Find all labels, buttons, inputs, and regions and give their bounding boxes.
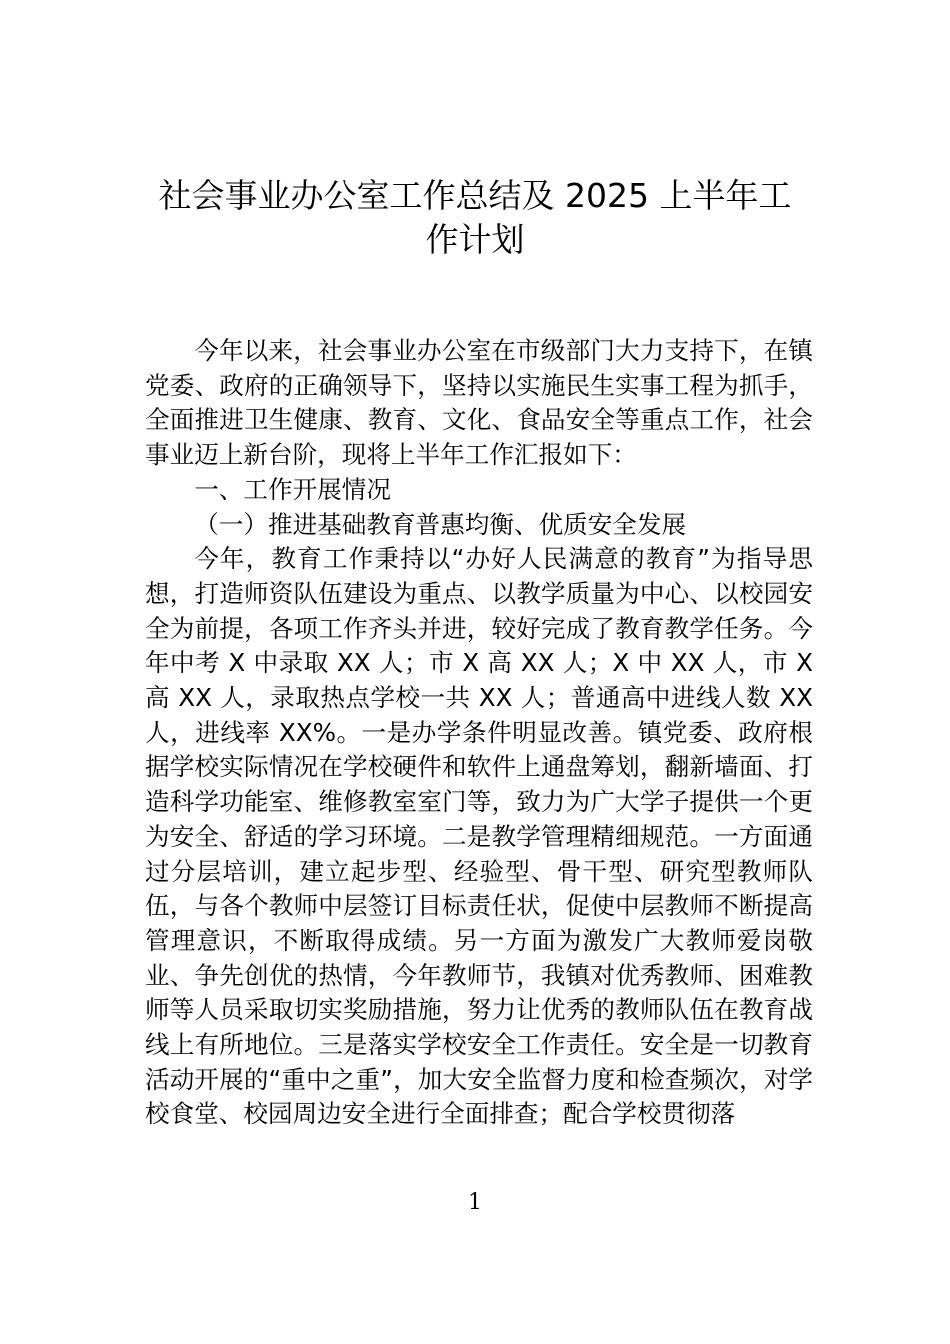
page-number: 1	[468, 1190, 482, 1215]
document-body	[145, 334, 813, 1132]
intro-paragraph: 今年以来，社会事业办公室在市级部门大力支持下，在镇党委、政府的正确领导下，坚持以实施民生实事工程为抓手，全面推进卫生健康、教育、文化、食品安全等重点工作，社会事业迈上新台阶，现将上半年工作汇报如下：	[145, 336, 813, 470]
subsection-heading: （一）推进基础教育普惠均衡、优质安全发展	[194, 509, 687, 539]
section-heading: 一、工作开展情况	[194, 474, 391, 504]
education-paragraph: 今年，教育工作秉持以“办好人民满意的教育”为指导思想，打造师资队伍建设为重点、以教学质量为中心、以校园安全为前提，各项工作齐头并进，较好完成了教育教学任务。今年中考 X 中录取 XX 人；市 X 高 XX 人；X 中 XX 人，市 X 高 XX 人，录取热点学校一共 XX 人；普通高中进线人数 XX 人，进线率 XX%。一是办学条件明显改善。镇党委、政府根据学校实际情况在学校硬件和软件上通盘筹划，翻新墙面、打造科学功能室、维修教室室门等，致力为广大学子提供一个更为安全、舒适的学习环境。二是教学管理精细规范。一方面通过分层培训，建立起步型、经验型、骨干型、研究型教师队伍，与各个教师中层签订目标责任状，促使中层教师不断提高管理意识，不断取得成绩。另一方面为激发广大教师爱岗敬业、争先创优的热情，今年教师节，我镇对优秀教师、困难教师等人员采取切实奖励措施，努力让优秀的教师队伍在教育战线上有所地位。三是落实学校安全工作责任。安全是一切教育活动开展的“重中之重”，加大安全监督力度和检查频次，对学校食堂、校园周边安全进行全面排查；配合学校贯彻落	[145, 544, 813, 1129]
document-title-line-2: 作计划	[425, 220, 525, 259]
document-title-line-1: 社会事业办公室工作总结及 2025 上半年工	[158, 176, 792, 215]
